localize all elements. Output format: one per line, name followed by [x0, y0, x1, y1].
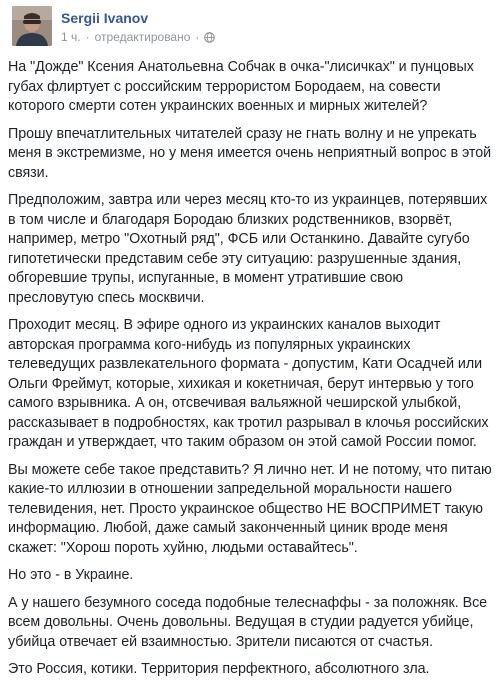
post-paragraph: Прошу впечатлительных читателей сразу не гнать волну и не упрекать меня в экстремизме, но у меня имеется очень неприятный вопрос в этой связи.	[8, 125, 492, 181]
post-paragraph: Предположим, завтра или через месяц кто-то из украинцев, потерявших в том числе и благодаря Бородаю близких родственников, взорвёт, например, метро "Охотный ряд", ФСБ или Останкино. Давайте сугубо гипотетически представим себе эту ситуацию: разрушенные здания, обгоревшие трупы, испуганные, в момент утратившие свою пресловутую спесь москвичи.	[8, 192, 488, 306]
post-paragraph: На "Дожде" Ксения Анатольевна Собчак в очка-"лисичках" и пунцовых губах флиртует с российским террористом Бородаем, на совести которого смерти сотен украинских военных и мирных жителей?	[8, 59, 474, 114]
post-body	[8, 58, 492, 688]
post-paragraph: Но это - в Украине.	[8, 567, 134, 583]
avatar[interactable]	[12, 6, 52, 46]
meta-separator-2: ·	[195, 30, 200, 44]
avatar-photo	[12, 6, 52, 46]
post-paragraph: Вы можете себе такое представить? Я лично нет. И не потому, что питаю какие-то иллюзии в отношении запредельной моральности нашего телевидения, нет. Просто украинское общество НЕ ВОСПРИМЕТ такую информацию. Любой, даже самый законченный циник вроде меня скажет: "Хорош пороть хуйню, людьми оставайтесь".	[8, 461, 492, 556]
post-meta	[61, 30, 215, 44]
meta-separator: ·	[85, 30, 90, 44]
post-time[interactable]: 1 ч.	[61, 30, 81, 44]
post-header	[6, 0, 489, 52]
globe-icon[interactable]	[204, 32, 215, 43]
post-paragraph: Это Россия, котики. Территория перфектного, абсолютного зла.	[8, 661, 430, 677]
post-paragraph: А у нашего безумного соседа подобные телеснаффы - за положняк. Все всем довольны. Очень довольны. Ведущая в студии радуется убийце, убийца отвечает ей взаимностью. Зрители писаются от счастья.	[8, 594, 488, 650]
post-paragraph: Проходит месяц. В эфире одного из украинских каналов выходит авторская программа кого-нибудь из популярных украинских телеведущих развлекательного формата - допустим, Кати Осадчей или Ольги Фреймут, которые, хихикая и кокетничая, берут интервью у того самого взрывника. А он, отсвечивая вальяжной чеширской улыбкой, рассказывает в подробностях, как тротил разрывал в клочья российских граждан и утверждает, что таким образом он этой самой России помог.	[8, 317, 489, 450]
author-name[interactable]: Sergii Ivanov	[61, 10, 149, 26]
edited-label[interactable]: отредактировано	[94, 30, 191, 44]
